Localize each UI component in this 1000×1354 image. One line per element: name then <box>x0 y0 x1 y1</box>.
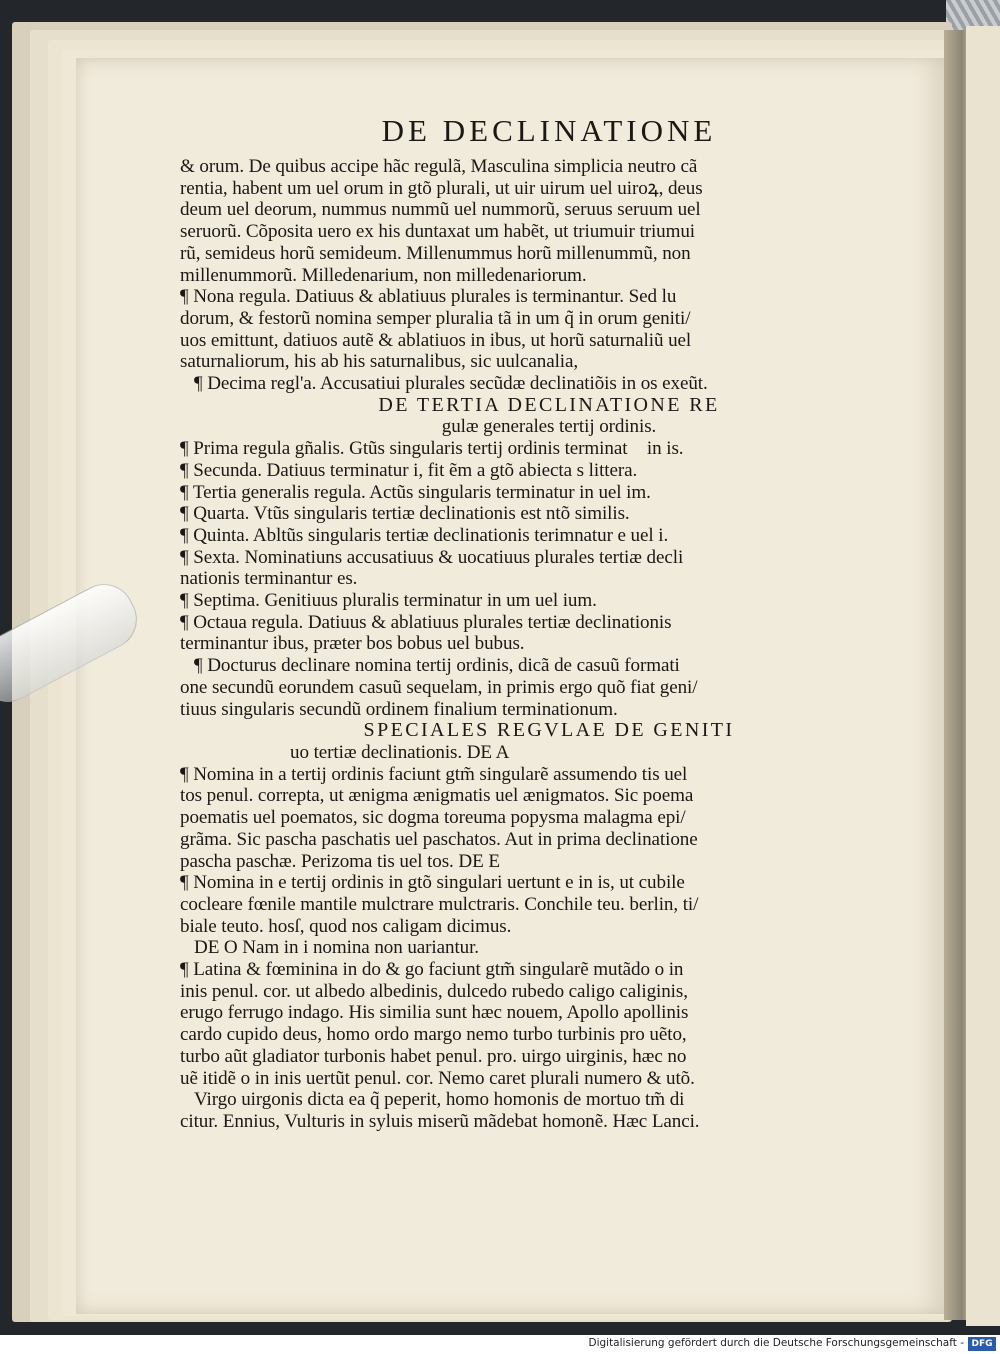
text-line: uos emittunt, datiuos autẽ & ablatiuos in ibus, ut horũ saturnaliũ uel <box>180 329 692 351</box>
text-line: cardo cupido deus, homo ordo margo nemo turbo turbinis pro uẽto, <box>180 1024 687 1046</box>
text-line: citur. Ennius, Vulturis in syluis miserũ mãdebat homonẽ. Hæc Lanci. <box>180 1110 700 1132</box>
facing-page-edge <box>966 26 1000 1326</box>
text-line: ¶ Quinta. Abltũs singularis tertiæ declinationis terimnatur e uel i. <box>180 524 669 546</box>
text-line: ¶ Docturus declinare nomina tertĳ ordinis, dicã de casuũ formati <box>194 655 680 677</box>
text-line: millenummorũ. Milledenarium, non milledenariorum. <box>180 264 587 286</box>
text-line: one secundũ eorundem casuũ sequelam, in primis ergo quõ fiat geni/ <box>180 676 698 698</box>
text-line: pascha paschæ. Perizoma tis uel tos. DE E <box>180 850 500 872</box>
text-line: ¶ Secunda. Datiuus terminatur i, fit ẽm a gtõ abiecta s littera. <box>180 459 638 481</box>
text-line: uẽ itidẽ o in inis uertũt penul. cor. Nemo caret plurali numero & utõ. <box>180 1067 695 1089</box>
page-text <box>180 108 918 1133</box>
text-line: uo tertiæ declinationis. DE A <box>290 741 510 763</box>
text-line: ¶ Octaua regula. Datiuus & ablatiuus plurales tertiæ declinationis <box>180 611 672 633</box>
text-line: DE O Nam in i nomina non uariantur. <box>194 937 479 959</box>
text-line: grãma. Sic pascha paschatis uel paschatos. Aut in prima declinatione <box>180 828 698 850</box>
text-lines <box>180 156 918 1133</box>
text-line: turbo aũt gladiator turbonis habet penul. pro. uirgo uirginis, hæc no <box>180 1045 687 1067</box>
text-line: rũ, semideus horũ semideum. Millenummus horũ millenummũ, non <box>180 242 691 264</box>
text-line: DE TERTIA DECLINATIONE RE <box>378 393 720 416</box>
text-line: nationis terminantur es. <box>180 568 358 590</box>
text-line: poematis uel poematos, sic dogma toreuma popysma malagma epi/ <box>180 807 686 829</box>
text-line: Virgo uirgonis dicta ea q̃ peperit, homo homonis de mortuo tm̃ di <box>194 1089 685 1111</box>
text-line: rentia, habent um uel orum in gtõ plurali, ut uir uirum uel uiroꝝ, deus <box>180 177 703 199</box>
running-head: DE DECLINATIONE <box>381 113 717 148</box>
text-line: ¶ Quarta. Vtũs singularis tertiæ declinationis est ntõ similis. <box>180 503 630 525</box>
text-line: ¶ Prima regula gñalis. Gtũs singularis tertĳ ordinis terminatᷣ in is. <box>180 438 684 460</box>
text-line: ¶ Sexta. Nominatiuns accusatiuus & uocatiuus plurales tertiæ decli <box>180 546 684 568</box>
text-line: cocleare fœnile mantile mulctrare mulctraris. Conchile teu. berlin, ti/ <box>180 893 699 915</box>
dfg-logo: DFG <box>968 1337 996 1351</box>
text-line: terminantur ibus, præter bos bobus uel bubus. <box>180 633 525 655</box>
text-line: saturnaliorum, his ab his saturnalibus, sic uulcanalia, <box>180 351 579 373</box>
text-line: ¶ Septima. Genitiuus pluralis terminatur in um uel ium. <box>180 590 597 612</box>
footer-attribution: Digitalisierung gefördert durch die Deutsche Forschungsgemeinschaft - <box>588 1337 964 1349</box>
text-line: ¶ Latina & fœminina in do & go faciunt gtm̃ singularẽ mutãdo o in <box>180 959 684 981</box>
text-line: gulæ generales tertĳ ordinis. <box>441 416 657 438</box>
text-line: ¶ Nomina in e tertĳ ordinis in gtõ singulari uertunt e in is, ut cubile <box>180 872 685 894</box>
text-line: ¶ Tertia generalis regula. Actũs singularis terminatur in uel im. <box>180 481 651 503</box>
text-line: tos penul. correpta, ut ænigma ænigmatis uel ænigmatos. Sic poema <box>180 785 694 807</box>
text-line: seruorũ. Cõposita uero ex his duntaxat um habẽt, ut triumuir triumui <box>180 221 696 243</box>
text-line: biale teuto. hosſ, quod nos caligam dicimus. <box>180 915 512 937</box>
text-line: & orum. De quibus accipe hãc regulã, Masculina simplicia neutro cã <box>180 156 698 177</box>
text-line: tiuus singularis secundũ ordinem finalium terminationum. <box>180 698 618 720</box>
text-line: erugo ferrugo indago. His similia sunt hæc nouem, Apollo apollinis <box>180 1002 689 1024</box>
text-line: ¶ Decima regl'a. Accusatiui plurales secũdæ declinatiõis in os exeũt. <box>194 373 708 395</box>
text-line: SPECIALES REGVLAE DE GENITI <box>363 719 735 742</box>
text-line: inis penul. cor. ut albedo albedinis, dulcedo rubedo caligo caliginis, <box>180 980 688 1002</box>
text-line: deum uel deorum, nummus nummũ uel nummorũ, seruus seruum uel <box>180 199 701 221</box>
footer-bar <box>0 1335 1000 1354</box>
text-line: ¶ Nomina in a tertĳ ordinis faciunt gtm̃ singularẽ assumendo tis uel <box>180 763 688 785</box>
text-line: ¶ Nona regula. Datiuus & ablatiuus plurales is terminantur. Sed lu <box>180 286 677 308</box>
text-line: dorum, & festorũ nomina semper pluralia tã in um q̃ in orum geniti/ <box>180 307 691 329</box>
